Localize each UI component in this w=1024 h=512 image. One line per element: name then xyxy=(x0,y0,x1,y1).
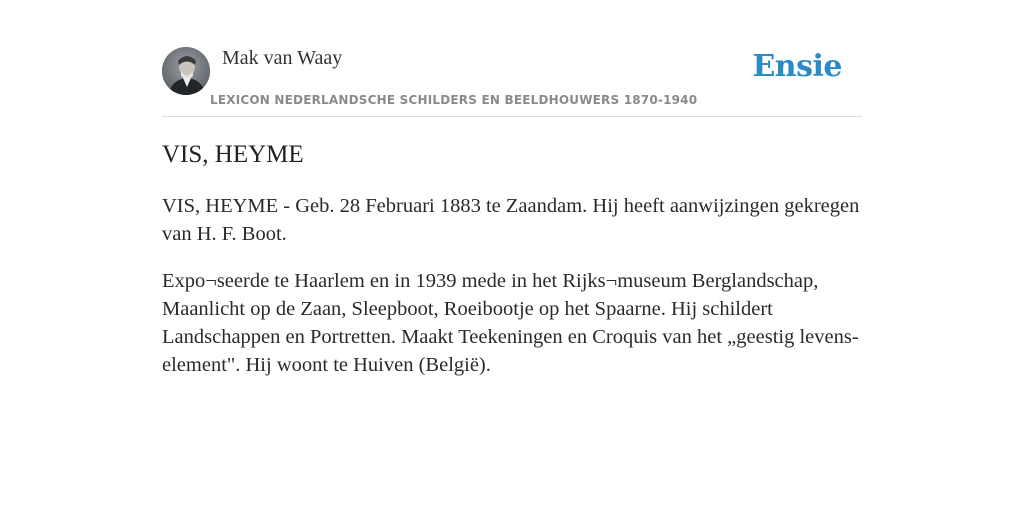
article-body xyxy=(162,192,872,398)
portrait-photo-icon xyxy=(162,47,210,95)
header xyxy=(162,40,862,117)
lexicon-subtitle[interactable]: LEXICON NEDERLANDSCHE SCHILDERS EN BEELDHOUWERS 1870-1940 xyxy=(210,93,698,107)
avatar[interactable] xyxy=(162,47,210,95)
paragraph: VIS, HEYME - Geb. 28 Februari 1883 te Zaandam. Hij heeft aanwijzingen gekregen van H. F. Boot. xyxy=(162,195,860,245)
page-title: VIS, HEYME xyxy=(162,141,304,168)
paragraph: Expo¬seerde te Haarlem en in 1939 mede in het Rijks¬museum Berglandschap, Maanlicht op de Zaan, Sleepboot, Roeibootje op het Spaarne. Hij schildert Landschappen en Portretten. Maakt Teekeningen en Croquis van het „geestig levens-element". Hij woont te Huiven (België). xyxy=(162,270,859,376)
author-name[interactable]: Mak van Waay xyxy=(222,47,343,69)
ensie-logo[interactable]: Ensie xyxy=(752,49,842,84)
